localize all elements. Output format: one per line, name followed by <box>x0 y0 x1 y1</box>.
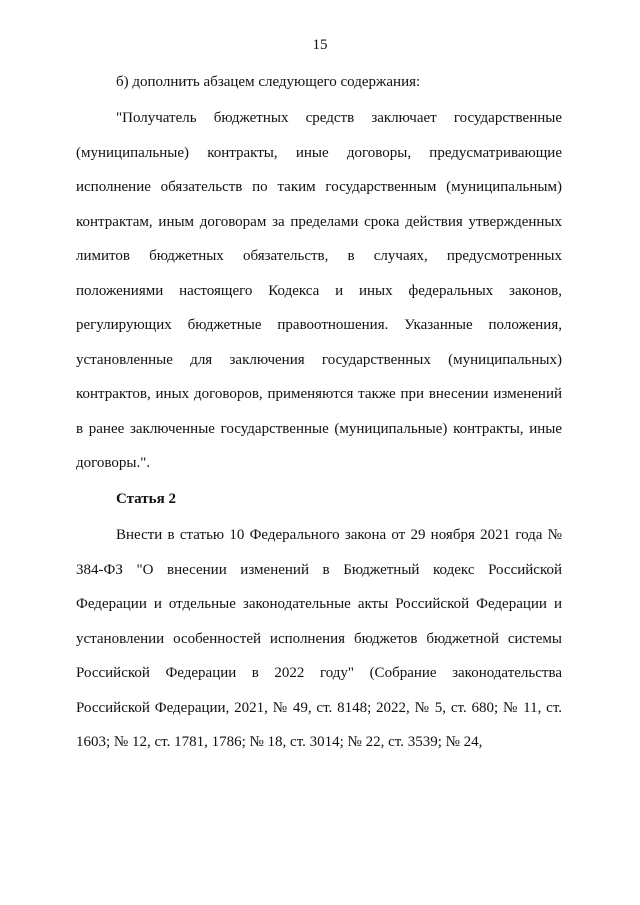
quote-paragraph-block <box>76 101 562 481</box>
lead-paragraph-block <box>76 65 562 100</box>
article-heading: Статья 2 <box>116 491 176 507</box>
article-paragraph: Внести в статью 10 Федерального закона от 29 ноября 2021 года № 384-ФЗ "О внесении изменений в Бюджетный кодекс Российской Федерации и отдельные законодательные акты Российской Федерации и установлении особенностей исполнения бюджетов бюджетной системы Российской Федерации в 2022 году" (Собрание законодательства Российской Федерации, 2021, № 49, ст. 8148; 2022, № 5, ст. 680; № 11, ст. 1603; № 12, ст. 1781, 1786; № 18, ст. 3014; № 22, ст. 3539; № 24, <box>76 527 562 750</box>
lead-paragraph: б) дополнить абзацем следующего содержания: <box>116 74 421 90</box>
page-number: 15 <box>312 37 328 53</box>
article-paragraph-block <box>76 518 562 760</box>
quote-paragraph: "Получатель бюджетных средств заключает государственные (муниципальные) контракты, иные договоры, предусматривающие исполнение обязательств по таким государственным (муниципальным) контрактам, иным договорам за пределами срока действия утвержденных лимитов бюджетных обязательств, в случаях, предусмотренных положениями настоящего Кодекса и иных федеральных законов, регулирующих бюджетные правоотношения. Указанные положения, установленные для заключения государственных (муниципальных) контрактов, иных договоров, применяются также при внесении изменений в ранее заключенные государственные (муниципальные) контракты, иные договоры.". <box>76 110 562 471</box>
